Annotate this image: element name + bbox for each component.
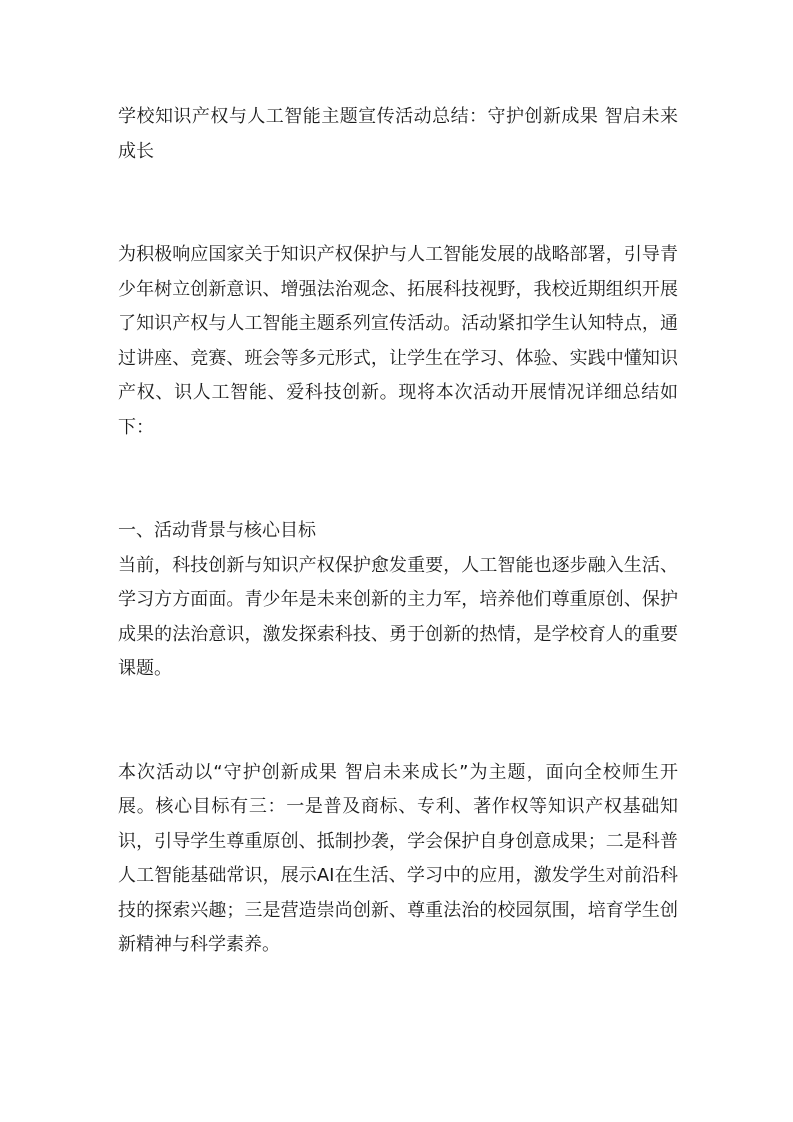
section-paragraph: 当前，科技创新与知识产权保护愈发重要，人工智能也逐步融入生活、学习方方面面。青少年是未来创新的主力军，培养他们尊重原创、保护成果的法治意识，激发探索科技、勇于创新的热情，是学校育人的重要课题。: [118, 554, 678, 679]
section-heading: 一、活动背景与核心目标: [118, 520, 316, 541]
spacer: [118, 721, 678, 756]
spacer: [118, 687, 678, 722]
section-paragraph: 本次活动以“守护创新成果 智启未来成长”为主题，面向全校师生开展。核心目标有三：一是普及商标、专利、著作权等知识产权基础知识，引导学生尊重原创、抵制抄袭，学会保护自身创意成果；二是科普人工智能基础常识，展示AI在生活、学习中的应用，激发学生对前沿科技的探索兴趣；三是营造崇尚创新、尊重法治的校园氛围，培育学生创新精神与科学素养。: [118, 761, 678, 955]
spacer: [118, 204, 678, 239]
intro-paragraph: 为积极响应国家关于知识产权保护与人工智能发展的战略部署，引导青少年树立创新意识、增强法治观念、拓展科技视野，我校近期组织开展了知识产权与人工智能主题系列宣传活动。活动紧扣学生认知特点，通过讲座、竞赛、班会等多元形式，让学生在学习、体验、实践中懂知识产权、识人工智能、爱科技创新。现将本次活动开展情况详细总结如下：: [118, 244, 678, 438]
document-body: [118, 100, 678, 963]
document-title: 学校知识产权与人工智能主题宣传活动总结：守护创新成果 智启未来成长: [118, 106, 678, 162]
spacer: [118, 445, 678, 480]
spacer: [118, 480, 678, 515]
spacer: [118, 169, 678, 204]
